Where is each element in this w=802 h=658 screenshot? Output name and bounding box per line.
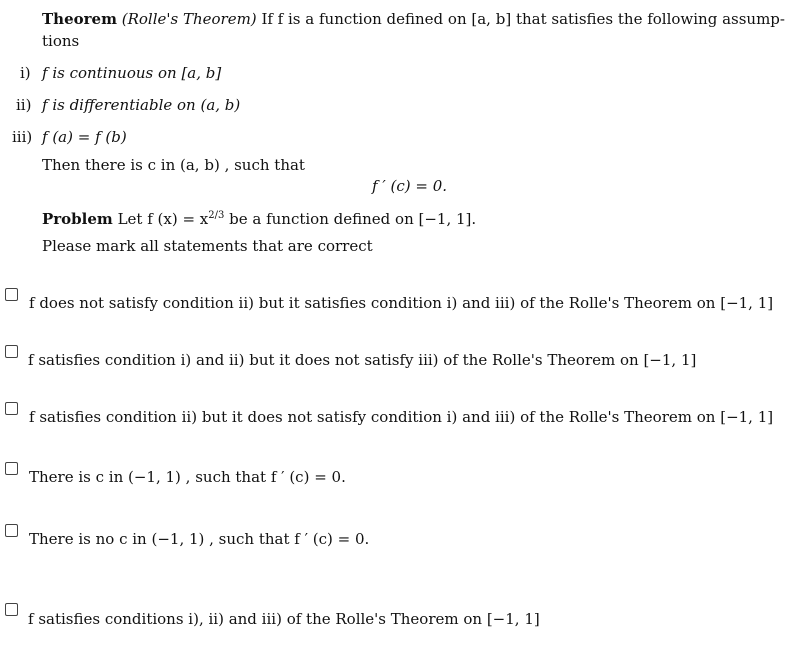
option-5-label[interactable]: There is no c in (−1, 1) , such that f ′ (c) = 0.	[29, 530, 370, 548]
option-5-checkbox[interactable]	[5, 524, 18, 537]
problem-statement	[42, 210, 476, 228]
option-3-label[interactable]: f satisfies condition ii) but it does not satisfy condition i) and iii) of the Rolle's Theorem on [−1, 1]	[29, 408, 774, 426]
condition-3-num: iii)	[12, 128, 33, 146]
option-4-label[interactable]: There is c in (−1, 1) , such that f ′ (c) = 0.	[29, 468, 346, 486]
option-1-checkbox[interactable]	[5, 288, 18, 301]
theorem-formula: f ′ (c) = 0.	[372, 177, 448, 195]
problem-text-before: Let f (x) = x	[117, 210, 209, 228]
problem-exponent: 2/3	[208, 210, 225, 221]
theorem-conclusion: Then there is c in (a, b) , such that	[42, 156, 305, 174]
theorem-name: (Rolle's Theorem)	[121, 10, 257, 28]
condition-1-num: i)	[20, 64, 31, 82]
option-3-checkbox[interactable]	[5, 402, 18, 415]
option-6-label[interactable]: f satisfies conditions i), ii) and iii) of the Rolle's Theorem on [−1, 1]	[28, 610, 540, 628]
theorem-line-1: If f is a function defined on [a, b] that satisfies the following assump-	[261, 10, 785, 28]
condition-2-text: f is differentiable on (a, b)	[42, 96, 241, 114]
theorem-statement	[42, 10, 785, 28]
condition-3-text: f (a) = f (b)	[42, 128, 127, 146]
option-6-checkbox[interactable]	[5, 603, 18, 616]
problem-instruction: Please mark all statements that are correct	[42, 237, 373, 255]
option-4-checkbox[interactable]	[5, 462, 18, 475]
problem-text-after: be a function defined on [−1, 1].	[224, 210, 477, 228]
condition-2-num: ii)	[16, 96, 32, 114]
theorem-heading: Theorem	[42, 10, 117, 28]
problem-heading: Problem	[42, 210, 113, 228]
option-2-label[interactable]: f satisfies condition i) and ii) but it does not satisfy iii) of the Rolle's Theorem on [−1, 1]	[28, 351, 697, 369]
condition-1-text: f is continuous on [a, b]	[42, 64, 222, 82]
theorem-line-2: tions	[42, 32, 80, 50]
option-2-checkbox[interactable]	[5, 345, 18, 358]
option-1-label[interactable]: f does not satisfy condition ii) but it satisfies condition i) and iii) of the Rolle's Theorem on [−1, 1]	[29, 294, 774, 312]
